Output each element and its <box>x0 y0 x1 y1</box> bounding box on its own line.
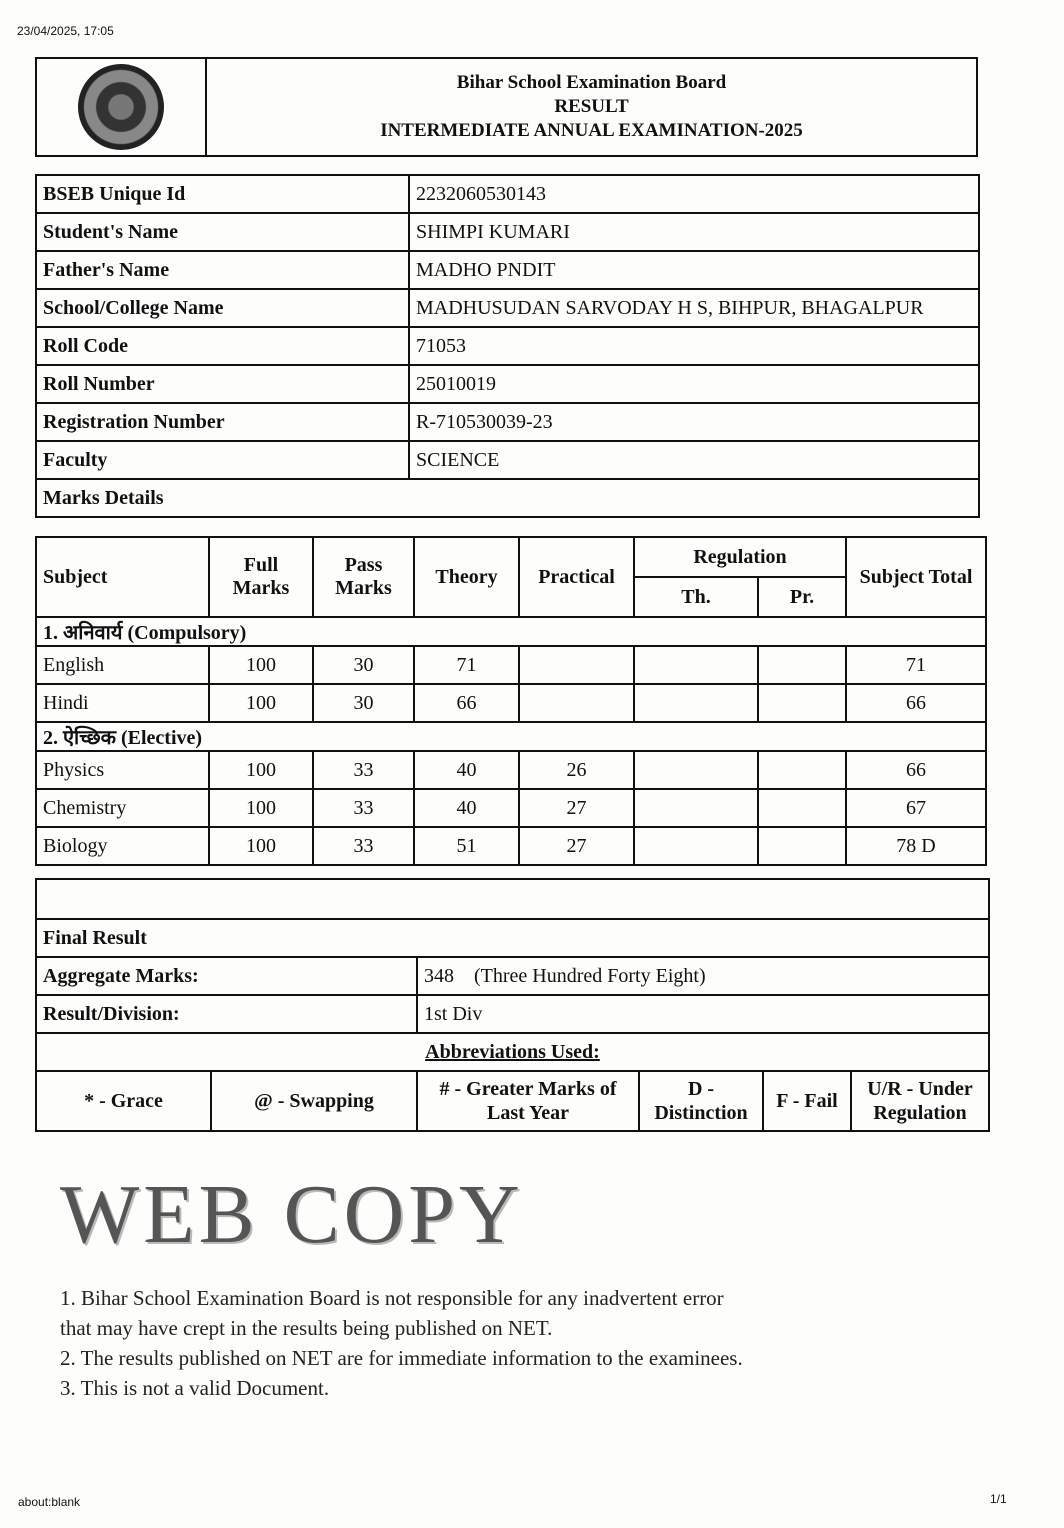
cell-reg-th <box>634 684 758 722</box>
watermark-note-4: 3. This is not a valid Document. <box>60 1376 330 1400</box>
cell-theory: 40 <box>414 789 519 827</box>
col-reg-th: Th. <box>634 577 758 617</box>
info-row <box>36 251 979 289</box>
abbreviation-item: U/R - Under Regulation <box>851 1071 989 1131</box>
cell-subject: English <box>36 646 209 684</box>
col-theory: Theory <box>414 537 519 617</box>
watermark-note-2: that may have crept in the results being published on NET. <box>60 1316 553 1340</box>
cell-reg-th <box>634 751 758 789</box>
abbreviation-item: # - Greater Marks of Last Year <box>417 1071 639 1131</box>
final-result-label: Final Result <box>36 919 989 957</box>
cell-pass: 30 <box>313 684 414 722</box>
aggregate-words: (Three Hundred Forty Eight) <box>474 964 706 987</box>
cell-practical: 27 <box>519 789 634 827</box>
print-url: about:blank <box>18 1495 81 1509</box>
cell-pass: 33 <box>313 751 414 789</box>
aggregate-value: 348 <box>424 964 454 987</box>
seal-cell <box>36 58 206 156</box>
cell-practical: 26 <box>519 751 634 789</box>
info-label: BSEB Unique Id <box>36 175 409 213</box>
col-subject: Subject <box>36 537 209 617</box>
subject-row <box>36 751 986 789</box>
abbreviations-title: Abbreviations Used: <box>36 1033 989 1071</box>
info-label: Roll Code <box>36 327 409 365</box>
cell-total: 66 <box>846 751 986 789</box>
cell-full: 100 <box>209 827 313 865</box>
exam-name: INTERMEDIATE ANNUAL EXAMINATION-2025 <box>380 120 803 141</box>
print-page-number: 1/1 <box>990 1492 1007 1506</box>
col-practical: Practical <box>519 537 634 617</box>
cell-total: 71 <box>846 646 986 684</box>
final-result-table <box>35 878 990 1132</box>
cell-total: 66 <box>846 684 986 722</box>
info-value: SCIENCE <box>409 441 979 479</box>
info-label: Father's Name <box>36 251 409 289</box>
info-label: School/College Name <box>36 289 409 327</box>
info-row <box>36 213 979 251</box>
col-subject-total: Subject Total <box>846 537 986 617</box>
cell-subject: Hindi <box>36 684 209 722</box>
division-label: Result/Division: <box>36 995 417 1033</box>
cell-theory: 71 <box>414 646 519 684</box>
cell-subject: Chemistry <box>36 789 209 827</box>
subject-row <box>36 684 986 722</box>
info-value: 25010019 <box>409 365 979 403</box>
division-value: 1st Div <box>417 995 989 1033</box>
bseb-seal-icon <box>78 64 164 150</box>
abbreviation-item: F - Fail <box>763 1071 851 1131</box>
col-full-marks: Full Marks <box>209 537 313 617</box>
cell-reg-pr <box>758 789 846 827</box>
col-reg-pr: Pr. <box>758 577 846 617</box>
cell-theory: 40 <box>414 751 519 789</box>
info-label: Roll Number <box>36 365 409 403</box>
info-value: MADHO PNDIT <box>409 251 979 289</box>
cell-full: 100 <box>209 684 313 722</box>
cell-reg-th <box>634 789 758 827</box>
cell-full: 100 <box>209 646 313 684</box>
info-label: Faculty <box>36 441 409 479</box>
cell-reg-th <box>634 646 758 684</box>
print-datetime: 23/04/2025, 17:05 <box>17 24 114 38</box>
cell-full: 100 <box>209 751 313 789</box>
cell-reg-pr <box>758 827 846 865</box>
info-value: 2232060530143 <box>409 175 979 213</box>
info-value: 71053 <box>409 327 979 365</box>
abbreviation-item: * - Grace <box>36 1071 211 1131</box>
blank-row <box>36 879 989 919</box>
web-copy-stamp: WEB COPY <box>60 1168 524 1261</box>
cell-total: 67 <box>846 789 986 827</box>
board-name: Bihar School Examination Board <box>456 72 727 93</box>
cell-subject: Biology <box>36 827 209 865</box>
cell-reg-pr <box>758 684 846 722</box>
info-row <box>36 403 979 441</box>
cell-practical: 27 <box>519 827 634 865</box>
cell-pass: 30 <box>313 646 414 684</box>
subject-row <box>36 789 986 827</box>
col-regulation: Regulation <box>634 537 846 577</box>
cell-reg-pr <box>758 751 846 789</box>
watermark-note-3: 2. The results published on NET are for immediate information to the examinees. <box>60 1346 743 1370</box>
subject-row <box>36 827 986 865</box>
cell-pass: 33 <box>313 789 414 827</box>
info-row <box>36 365 979 403</box>
cell-theory: 66 <box>414 684 519 722</box>
cell-reg-th <box>634 827 758 865</box>
result-title: RESULT <box>554 96 629 117</box>
info-row <box>36 327 979 365</box>
col-pass-marks: Pass Marks <box>313 537 414 617</box>
cell-practical <box>519 684 634 722</box>
abbreviation-item: @ - Swapping <box>211 1071 417 1131</box>
marks-table <box>35 536 987 866</box>
cell-subject: Physics <box>36 751 209 789</box>
abbreviation-item: D - Distinction <box>639 1071 763 1131</box>
result-header <box>35 57 978 157</box>
subject-group-label: 1. अनिवार्य (Compulsory) <box>36 617 986 646</box>
subject-row <box>36 646 986 684</box>
info-row <box>36 289 979 327</box>
info-value: MADHUSUDAN SARVODAY H S, BIHPUR, BHAGALPUR <box>409 289 979 327</box>
cell-pass: 33 <box>313 827 414 865</box>
subject-group-row <box>36 617 986 646</box>
marks-details-label: Marks Details <box>36 479 979 517</box>
cell-full: 100 <box>209 789 313 827</box>
cell-total: 78 D <box>846 827 986 865</box>
student-info-table <box>35 174 980 518</box>
info-label: Student's Name <box>36 213 409 251</box>
info-label: Registration Number <box>36 403 409 441</box>
watermark-note-1: 1. Bihar School Examination Board is not responsible for any inadvertent error <box>60 1286 724 1310</box>
subject-group-row <box>36 722 986 751</box>
cell-reg-pr <box>758 646 846 684</box>
info-row <box>36 441 979 479</box>
subject-group-label: 2. ऐच्छिक (Elective) <box>36 722 986 751</box>
aggregate-label: Aggregate Marks: <box>36 957 417 995</box>
info-value: SHIMPI KUMARI <box>409 213 979 251</box>
cell-theory: 51 <box>414 827 519 865</box>
info-row <box>36 175 979 213</box>
info-value: R-710530039-23 <box>409 403 979 441</box>
cell-practical <box>519 646 634 684</box>
